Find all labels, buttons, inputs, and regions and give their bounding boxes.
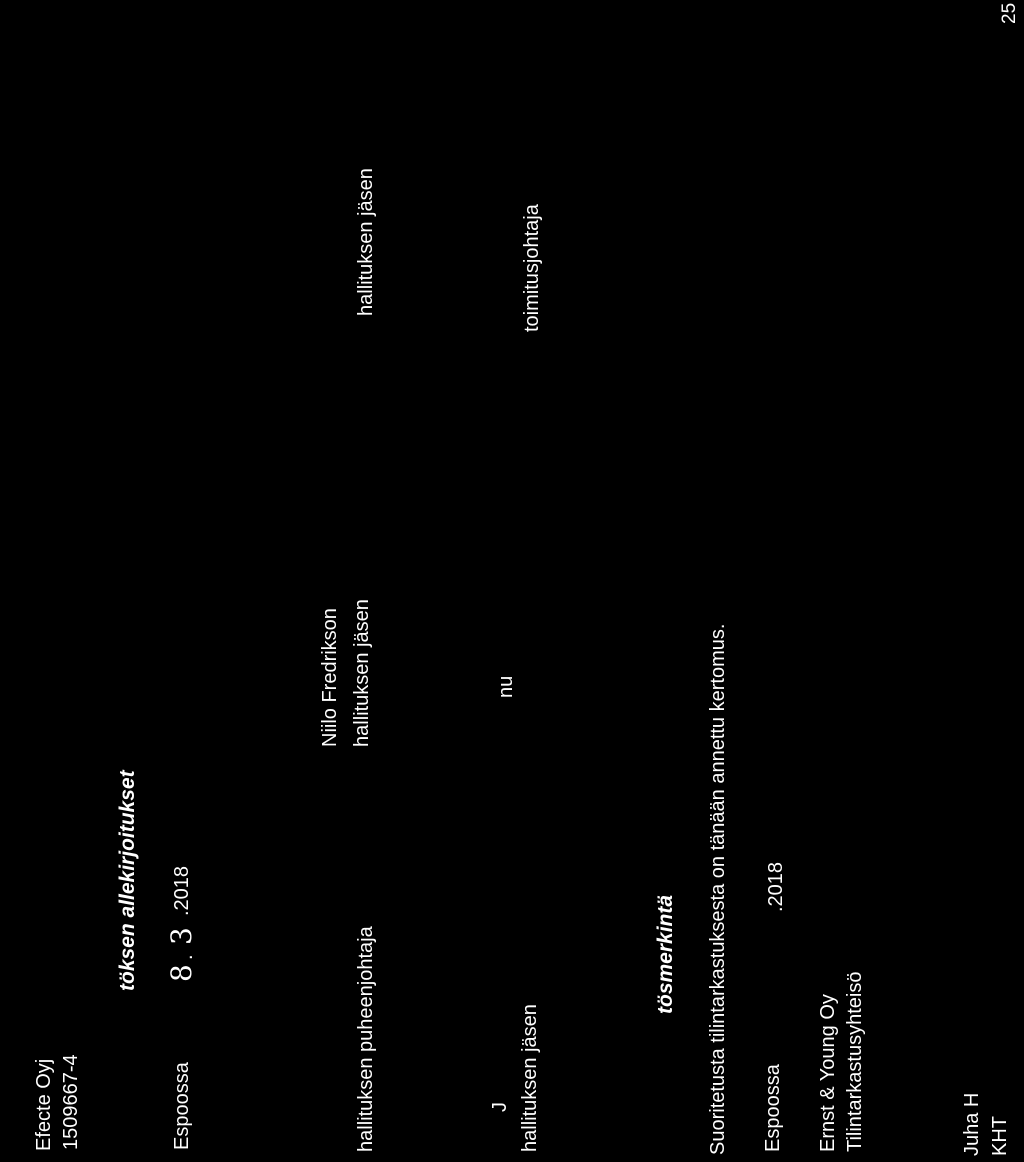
- audit-firm-type: Tilintarkastusyhteisö: [844, 971, 866, 1152]
- audit-date-year: .2018: [765, 861, 787, 912]
- company-name: Efecte Oyj: [33, 1058, 55, 1151]
- signer-role-fredrikson: hallituksen jäsen: [351, 599, 373, 747]
- audit-note-heading: tösmerkintä: [654, 894, 677, 1014]
- page-number: 25: [999, 2, 1020, 24]
- date-dot: .: [175, 954, 197, 960]
- auditor-name: Juha H: [961, 1092, 983, 1156]
- signer-name-nu: nu: [495, 675, 517, 698]
- audit-place: Espoossa: [762, 1064, 784, 1152]
- signer-name-fredrikson: Niilo Fredrikson: [319, 608, 341, 747]
- signer-name-j: J: [489, 1102, 511, 1112]
- signer-role-ceo: toimitusjohtaja: [521, 204, 543, 332]
- signature-place: Espoossa: [171, 1062, 193, 1150]
- signer-role-chair: hallituksen puheenjohtaja: [355, 926, 377, 1152]
- signer-role-j: hallituksen jäsen: [519, 1004, 541, 1152]
- business-id: 1509667-4: [60, 1054, 82, 1150]
- signer-role-member-top: hallituksen jäsen: [355, 168, 377, 316]
- signature-date-year: .2018: [171, 865, 193, 916]
- signatures-heading: töksen allekirjoitukset: [116, 770, 139, 991]
- audit-note-text: Suoritetusta tilintarkastuksesta on tänään annettu kertomus.: [707, 623, 729, 1155]
- handwritten-month: 3: [165, 927, 198, 945]
- audit-firm: Ernst & Young Oy: [817, 994, 839, 1152]
- handwritten-day: 8: [165, 964, 198, 982]
- auditor-title: KHT: [989, 1116, 1011, 1156]
